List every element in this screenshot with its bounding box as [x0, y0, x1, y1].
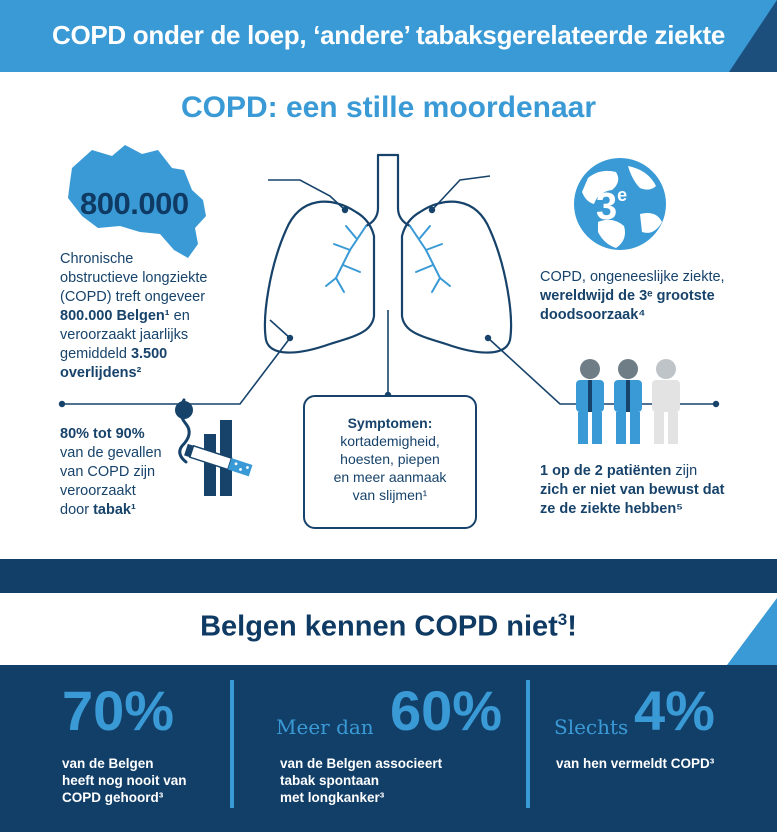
header-title: COPD onder de loep, ‘andere’ tabaksgerelateerde ziekte: [51, 20, 726, 50]
stat-3-value: 4%: [634, 679, 715, 742]
symptoms-line: en meer aanmaak: [333, 469, 447, 485]
stat-2-description: van de Belgen associeert tabak spontaan met longkanker³: [280, 756, 443, 805]
belgium-number: 800.000: [80, 186, 189, 221]
symptoms-line: kortademigheid,: [340, 433, 440, 449]
stat-3-description: van hen vermeldt COPD³: [556, 756, 715, 771]
stats-panel: [0, 665, 777, 832]
patients-description: 1 op de 2 patiënten zijn zich er niet van bewust dat ze de ziekte hebben⁵: [540, 463, 725, 517]
section-divider-band: [0, 559, 777, 593]
section2-title: Belgen kennen COPD niet$^3$!: [200, 610, 577, 643]
bronchi: [326, 226, 450, 292]
stat-3-prefix: Slechts: [554, 715, 629, 739]
stats-divider: [526, 680, 530, 808]
person-figure-2: [614, 359, 642, 444]
section2-corner-accent: [727, 598, 777, 665]
stat-1-description: van de Belgen heeft nog nooit van COPD gehoord³: [62, 756, 187, 805]
stat-1-value: 70%: [62, 679, 175, 742]
globe-rank: 3e: [596, 185, 628, 228]
main-title: COPD: een stille moordenaar: [180, 91, 597, 124]
people-icon: [576, 359, 680, 444]
person-figure-3: [652, 359, 680, 444]
world-description: COPD, ongeneeslijke ziekte, wereldwijd de 3ᵉ grootste doodsoorzaak⁴: [540, 269, 725, 323]
stats-divider: [230, 680, 234, 808]
person-figure-1: [576, 359, 604, 444]
symptoms-title: Symptomen:: [347, 415, 433, 431]
belgium-description: Chronische obstructieve longziekte (COPD) treft ongeveer 800.000 Belgen¹ en veroorzaakt jaarlijks gemiddeld 3.500 overlijdens²: [60, 251, 208, 381]
cigarette-icon: [175, 400, 252, 496]
tobacco-description: 80% tot 90% van de gevallen van COPD zijn veroorzaakt door tabak¹: [60, 426, 162, 518]
stat-2-value: 60%: [390, 679, 503, 742]
symptoms-line: van slijmen¹: [352, 487, 428, 503]
symptoms-line: hoesten, piepen: [340, 451, 440, 467]
symptoms-box: [303, 395, 477, 529]
stat-2-prefix: Meer dan: [276, 715, 374, 739]
